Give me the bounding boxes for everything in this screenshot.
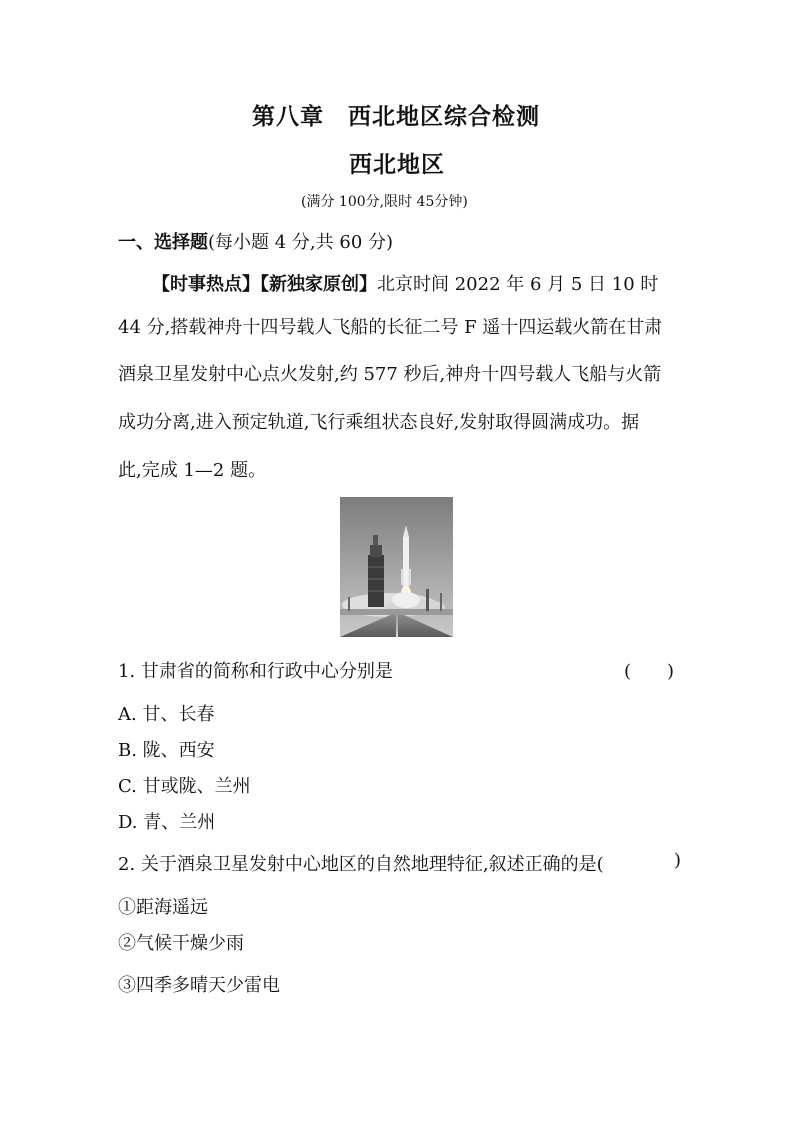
chapter-title: 第八章 西北地区综合检测 [252, 104, 540, 130]
question-1-option-d: D. 青、兰州 [118, 812, 216, 833]
intro-line-5: 此,完成 1—2 题。 [118, 460, 267, 481]
rocket-launch-photo [340, 497, 453, 637]
question-1-stem: 1. 甘肃省的简称和行政中心分别是 [118, 661, 393, 682]
question-1-option-a: A. 甘、长春 [118, 704, 215, 725]
score-note: (满分 100分,限时 45分钟) [301, 194, 468, 210]
section-title: 西北地区 [349, 152, 445, 178]
intro-line-1 [152, 270, 658, 296]
tag-original: 【新独家原创】 [260, 274, 377, 295]
question-2-statement-1: ①距海遥远 [118, 897, 208, 918]
question-1-option-b: B. 陇、西安 [118, 740, 215, 761]
section-heading-note: (每小题 4 分,共 60 分) [208, 232, 394, 253]
question-2-answer-bracket: ) [674, 850, 682, 871]
question-1-answer-bracket: ( ) [624, 661, 675, 682]
intro-line-4: 成功分离,进入预定轨道,飞行乘组状态良好,发射取得圆满成功。据 [118, 412, 640, 433]
section-heading-label: 一、选择题 [118, 232, 208, 253]
intro-text-1: 北京时间 2022 年 6 月 5 日 10 时 [377, 274, 659, 295]
question-2-statement-2: ②气候干燥少雨 [118, 933, 244, 954]
question-2-statement-3: ③四季多晴天少雷电 [118, 975, 280, 996]
question-1-option-c: C. 甘或陇、兰州 [118, 776, 251, 797]
section-heading [118, 228, 393, 254]
tag-current-events: 【时事热点】 [152, 274, 260, 295]
rocket-launch-illustration [340, 497, 453, 637]
question-2-stem-text: 2. 关于酒泉卫星发射中心地区的自然地理特征,叙述正确的是( [118, 854, 604, 875]
intro-line-2: 44 分,搭载神舟十四号载人飞船的长征二号 F 遥十四运载火箭在甘肃 [118, 317, 663, 338]
intro-line-3: 酒泉卫星发射中心点火发射,约 577 秒后,神舟十四号载人飞船与火箭 [118, 364, 662, 385]
